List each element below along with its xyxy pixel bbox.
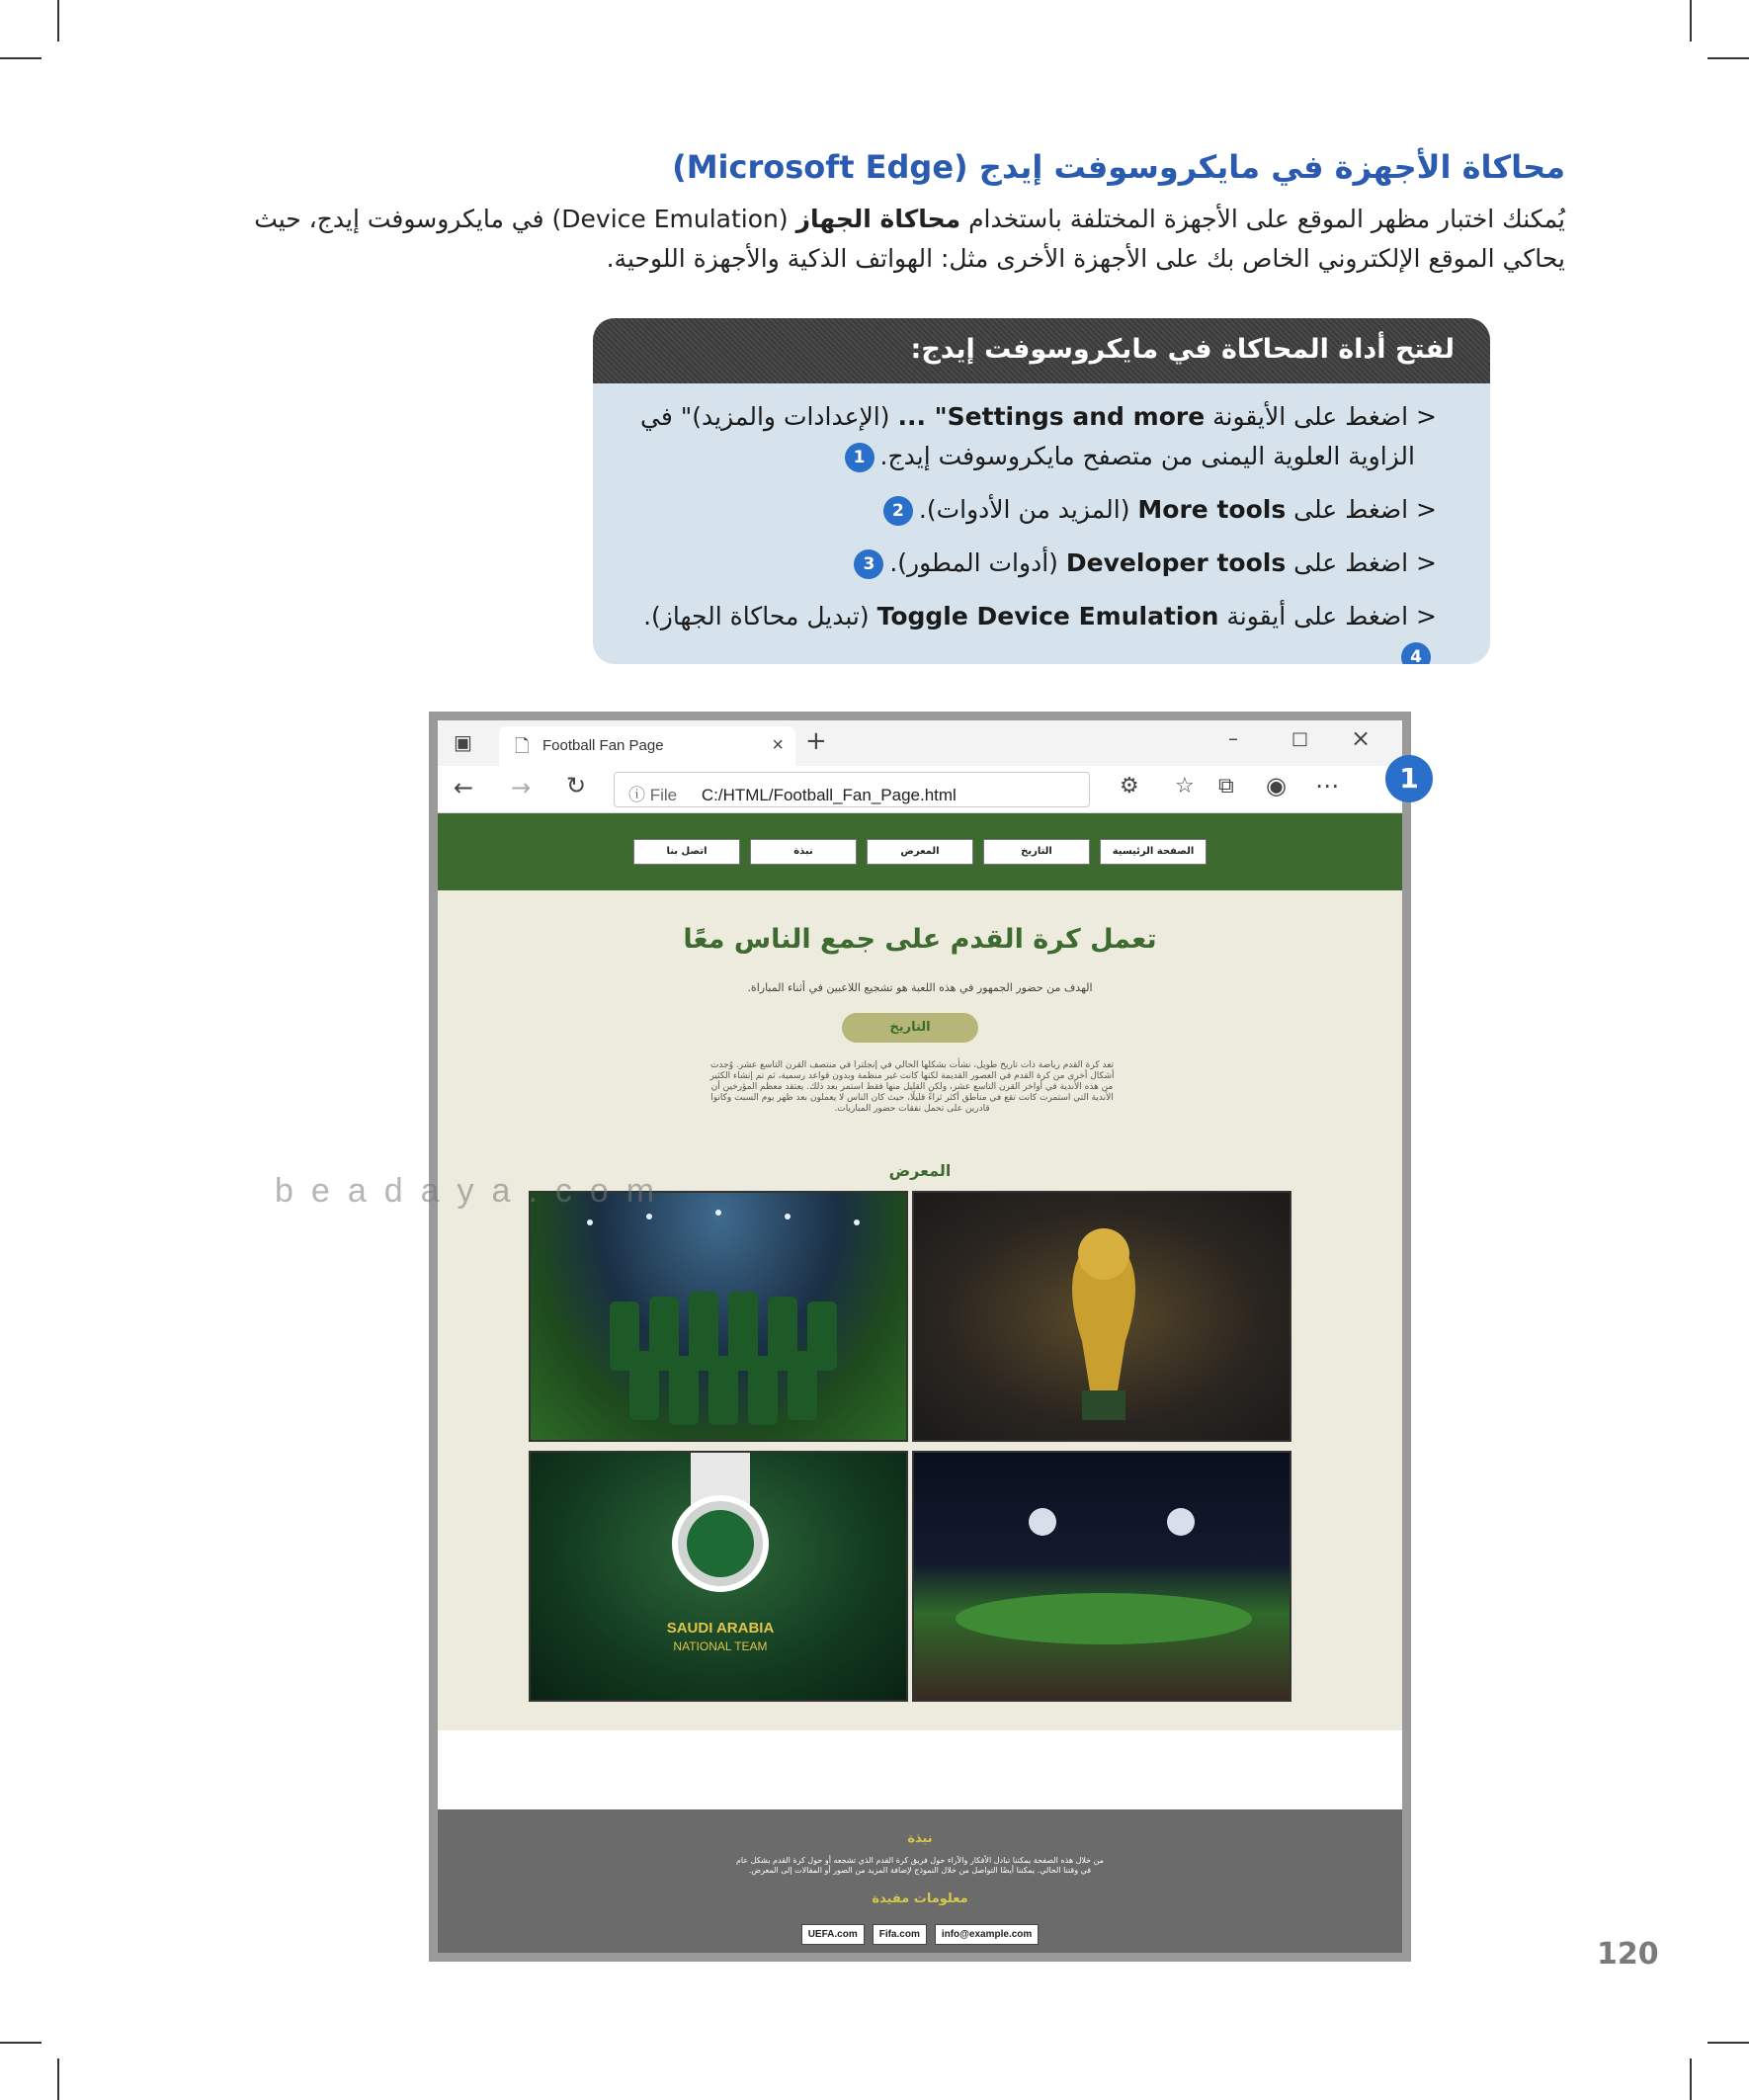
team-photo — [529, 1191, 908, 1442]
close-tab-icon[interactable]: × — [772, 734, 784, 756]
crop-mark — [1690, 0, 1692, 42]
team-photo-art — [531, 1193, 908, 1442]
crop-mark — [1707, 2042, 1749, 2044]
footer-links — [438, 1924, 1402, 1945]
crop-mark — [0, 57, 42, 59]
step-2: < اضغط على More tools (المزيد من الأدوات).2 — [632, 490, 1437, 530]
stadium-night-photo — [912, 1451, 1291, 1702]
instructions-title: لفتح أداة المحاكاة في مايكروسوفت إيدج: — [593, 318, 1490, 383]
saudi-logo-art — [531, 1453, 908, 1702]
link-email[interactable]: info@example.com — [935, 1924, 1039, 1945]
address-input[interactable]: ⓘ File C:/HTML/Football_Fan_Page.html — [614, 772, 1090, 807]
nav-contact[interactable]: اتصل بنا — [633, 839, 740, 865]
crop-mark — [1690, 2058, 1692, 2100]
favorites-icon[interactable]: ☆ — [1175, 774, 1195, 798]
refresh-icon[interactable]: ↻ — [566, 772, 587, 799]
callout-badge: 1 — [1385, 755, 1433, 802]
nav-home[interactable]: الصفحة الرئيسية — [1100, 839, 1207, 865]
close-window-icon[interactable]: × — [1351, 724, 1372, 752]
step-1: < اضغط على الأيقونة ... "Settings and more (الإعدادات والمزيد)" في الزاوية العلوية اليمنى من متصفح مايكروسوفت إيدج.1 — [640, 402, 1437, 470]
tab-football-fan-page[interactable]: 🗋 Football Fan Page × — [499, 726, 795, 766]
steps-list — [593, 383, 1490, 664]
new-tab-icon[interactable]: + — [805, 726, 827, 756]
forward-icon[interactable]: → — [511, 774, 532, 801]
site-footer — [438, 1809, 1402, 1953]
browser-window — [429, 712, 1411, 1962]
nav-about[interactable]: نبذة — [750, 839, 857, 865]
instructions-box — [593, 318, 1490, 664]
world-cup-trophy-photo — [912, 1191, 1291, 1442]
step-number-badge: 4 — [1401, 642, 1431, 664]
page-number: 120 — [1597, 1937, 1659, 1972]
page-icon: 🗋 — [515, 736, 530, 757]
maximize-icon[interactable]: □ — [1291, 728, 1309, 749]
tab-bar — [438, 720, 1402, 766]
saudi-logo-line2: NATIONAL TEAM — [673, 1639, 768, 1653]
history-text: تعد كرة القدم رياضة ذات تاريخ طويل، نشأت بشكلها الحالي في إنجلترا في منتصف القرن التاسع عشر. وُجدت أشكال أخرى من كرة القدم في العصور القديمة لكنها كانت غير منظمة وبدون قواعد رسمية، ثم تم إنشاء الكثير من هذه الأندية في أواخر القرن التاسع عشر، ولكن القليل منها فقط استمر بعد ذلك. يعتقد معظم المؤرخين أن الأندية التي استمرت كانت تقع في مناطق أكثر ثراءً قليلًا، حيث كان الناس لا يعملون بعد ظهر يوم السبت وكانوا قادرين على تحمل نفقات حضور المباريات. — [709, 1060, 1115, 1114]
intro-paragraph: يُمكنك اختبار مظهر الموقع على الأجهزة المختلفة باستخدام محاكاة الجهاز (Device Emulation) في مايكروسوفت إيدج، حيث يحاكي الموقع الإلكتروني الخاص بك على الأجهزة الأخرى مثل: الهواتف الذكية والأجهزة اللوحية. — [254, 205, 1565, 273]
step-number-badge: 2 — [883, 496, 913, 526]
section-heading: محاكاة الأجهزة في مايكروسوفت إيدج (Microsoft Edge) — [672, 148, 1565, 186]
tab-actions-icon[interactable]: ▣ — [454, 730, 472, 754]
site-main — [438, 890, 1402, 1940]
gallery-title: المعرض — [888, 1161, 952, 1180]
crop-mark — [0, 2042, 42, 2044]
link-fifa[interactable]: Fifa.com — [873, 1924, 927, 1945]
info-icon: ⓘ File — [628, 786, 678, 804]
nav-gallery[interactable]: المعرض — [867, 839, 973, 865]
footer-subtitle: معلومات مفيدة — [872, 1891, 968, 1906]
settings-and-more-icon[interactable]: ⋯ — [1315, 772, 1339, 799]
step-number-badge: 3 — [854, 549, 883, 579]
browser-content — [438, 720, 1402, 1953]
extensions-icon[interactable]: ⚙ — [1120, 774, 1139, 798]
footer-title: نبذة — [907, 1831, 933, 1846]
link-uefa[interactable]: UEFA.com — [801, 1924, 865, 1945]
saudi-national-team-logo — [529, 1451, 908, 1702]
site-subtitle: الهدف من حضور الجمهور في هذه اللعبة هو تشجيع اللاعبين في أثناء المباراة. — [747, 981, 1093, 994]
minimize-icon[interactable]: – — [1228, 726, 1238, 750]
site-nav — [438, 813, 1402, 890]
stadium-art — [914, 1453, 1291, 1702]
crop-mark — [57, 2058, 59, 2100]
crop-mark — [1707, 57, 1749, 59]
crop-mark — [57, 0, 59, 42]
address-bar-row — [438, 766, 1402, 813]
saudi-logo-line1: SAUDI ARABIA — [666, 1620, 775, 1637]
back-icon[interactable]: ← — [454, 774, 474, 801]
history-button[interactable]: التاريخ — [842, 1013, 978, 1043]
trophy-art — [914, 1193, 1291, 1442]
site-title: تعمل كرة القدم على جمع الناس معًا — [683, 924, 1157, 955]
step-4: < اضغط على أيقونة Toggle Device Emulation (تبديل محاكاة الجهاز).4 — [632, 597, 1437, 664]
profile-icon[interactable]: ◉ — [1266, 772, 1287, 799]
step-3: < اضغط على Developer tools (أدوات المطور).3 — [632, 544, 1437, 583]
footer-text: من خلال هذه الصفحة يمكننا تبادل الأفكار والآراء حول فريق كرة القدم الذي تشجعه أو حول كرة القدم بشكل عام في وقتنا الحالي. يمكننا أيضًا التواصل من خلال النموذج لإضافة المزيد من الصور أو المقالات إلى المعرض. — [735, 1856, 1105, 1875]
nav-history[interactable]: التاريخ — [983, 839, 1090, 865]
step-number-badge: 1 — [845, 443, 874, 472]
collections-icon[interactable]: ⧉ — [1218, 774, 1234, 798]
watermark: beadaya.com — [275, 1172, 673, 1210]
